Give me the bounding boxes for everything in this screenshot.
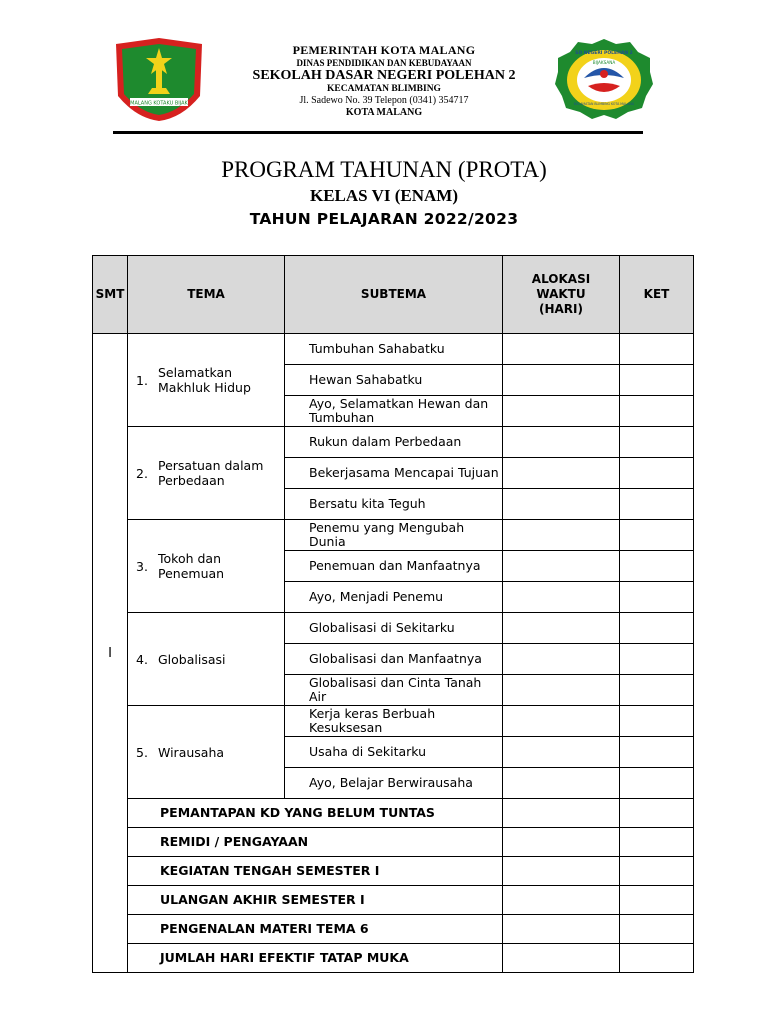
theme-number: 2. xyxy=(136,465,148,481)
alokasi-cell xyxy=(503,915,620,944)
subtheme-cell: Globalisasi di Sekitarku xyxy=(285,613,503,644)
theme-number: 3. xyxy=(136,558,148,574)
ket-cell xyxy=(620,613,694,644)
school-name: SEKOLAH DASAR NEGERI POLEHAN 2 xyxy=(252,68,516,84)
header-alokasi-line: WAKTU xyxy=(536,287,586,301)
summary-row xyxy=(93,857,694,886)
theme-number: 5. xyxy=(136,744,148,760)
alokasi-cell xyxy=(503,857,620,886)
ket-cell xyxy=(620,520,694,551)
kota-malang-logo xyxy=(112,36,206,122)
theme-number: 4. xyxy=(136,651,148,667)
alokasi-cell xyxy=(503,828,620,857)
ket-cell xyxy=(620,915,694,944)
summary-row xyxy=(93,828,694,857)
logo-left-motto: MALANG KOTAKU BIJAK xyxy=(130,100,188,107)
alokasi-cell xyxy=(503,706,620,737)
subtheme-cell: Bekerjasama Mencapai Tujuan xyxy=(285,458,503,489)
ket-cell xyxy=(620,768,694,799)
ket-cell xyxy=(620,828,694,857)
theme-cell xyxy=(128,427,285,520)
theme-name: Globalisasi xyxy=(158,651,226,667)
summary-label: PENGENALAN MATERI TEMA 6 xyxy=(128,915,503,944)
letterhead-line: DINAS PENDIDIKAN DAN KEBUDAYAAN xyxy=(296,57,472,68)
alokasi-cell xyxy=(503,334,620,365)
alokasi-cell xyxy=(503,551,620,582)
ket-cell xyxy=(620,799,694,828)
alokasi-cell xyxy=(503,886,620,915)
theme-number: 1. xyxy=(136,372,148,388)
ket-cell xyxy=(620,857,694,886)
alokasi-cell xyxy=(503,365,620,396)
subtheme-cell: Tumbuhan Sahabatku xyxy=(285,334,503,365)
table-row xyxy=(93,427,694,458)
subtheme-cell: Ayo, Selamatkan Hewan dan Tumbuhan xyxy=(285,396,503,427)
summary-label: JUMLAH HARI EFEKTIF TATAP MUKA xyxy=(128,944,503,973)
letterhead-divider xyxy=(113,131,643,134)
ket-cell xyxy=(620,737,694,768)
header-ket: KET xyxy=(620,256,694,334)
summary-label: ULANGAN AKHIR SEMESTER I xyxy=(128,886,503,915)
header-subtema: SUBTEMA xyxy=(285,256,503,334)
ket-cell xyxy=(620,396,694,427)
letterhead-line: KECAMATAN BLIMBING xyxy=(327,84,441,95)
ket-cell xyxy=(620,489,694,520)
subtheme-cell: Usaha di Sekitarku xyxy=(285,737,503,768)
school-year-subtitle: TAHUN PELAJARAN 2022/2023 xyxy=(249,210,519,228)
ket-cell xyxy=(620,365,694,396)
subtheme-cell: Kerja keras Berbuah Kesuksesan xyxy=(285,706,503,737)
alokasi-cell xyxy=(503,944,620,973)
ket-cell xyxy=(620,427,694,458)
alokasi-cell xyxy=(503,396,620,427)
summary-row xyxy=(93,944,694,973)
ket-cell xyxy=(620,644,694,675)
school-address: Jl. Sadewo No. 39 Telepon (0341) 354717 xyxy=(299,95,469,107)
header-alokasi-line: (HARI) xyxy=(538,302,583,316)
header-alokasi-line: ALOKASI xyxy=(531,272,591,286)
summary-row xyxy=(93,915,694,944)
table-header-row xyxy=(93,256,694,334)
theme-cell xyxy=(128,520,285,613)
theme-cell xyxy=(128,706,285,799)
subtheme-cell: Ayo, Belajar Berwirausaha xyxy=(285,768,503,799)
school-logo xyxy=(554,38,654,120)
ket-cell xyxy=(620,886,694,915)
summary-row xyxy=(93,886,694,915)
letterhead-line: PEMERINTAH KOTA MALANG xyxy=(292,43,476,57)
table-row xyxy=(93,613,694,644)
theme-cell xyxy=(128,613,285,706)
prota-table xyxy=(92,255,694,973)
subtheme-cell: Penemu yang Mengubah Dunia xyxy=(285,520,503,551)
header-smt: SMT xyxy=(93,256,128,334)
subtheme-cell: Globalisasi dan Manfaatnya xyxy=(285,644,503,675)
letterhead-line: KOTA MALANG xyxy=(345,106,423,118)
ket-cell xyxy=(620,334,694,365)
subtheme-cell: Ayo, Menjadi Penemu xyxy=(285,582,503,613)
theme-cell xyxy=(128,334,285,427)
alokasi-cell xyxy=(503,582,620,613)
alokasi-cell xyxy=(503,675,620,706)
class-subtitle: KELAS VI (ENAM) xyxy=(310,186,458,205)
alokasi-cell xyxy=(503,768,620,799)
ket-cell xyxy=(620,551,694,582)
logo-right-center: BIJAKSANA xyxy=(592,60,616,65)
table-row xyxy=(93,706,694,737)
ket-cell xyxy=(620,458,694,489)
subtheme-cell: Bersatu kita Teguh xyxy=(285,489,503,520)
alokasi-cell xyxy=(503,427,620,458)
letterhead xyxy=(200,44,568,118)
logo-right-bottom: KECAMATAN BLIMBING KOTA MALANG xyxy=(573,102,635,106)
summary-label: REMIDI / PENGAYAAN xyxy=(128,828,503,857)
alokasi-cell xyxy=(503,737,620,768)
logo-right-top: SD NEGERI POLEHAN 2 xyxy=(575,51,633,56)
alokasi-cell xyxy=(503,489,620,520)
subtheme-cell: Penemuan dan Manfaatnya xyxy=(285,551,503,582)
table-row xyxy=(93,520,694,551)
semester-cell: I xyxy=(93,334,128,973)
theme-name: Tokoh dan Penemuan xyxy=(158,551,225,581)
alokasi-cell xyxy=(503,458,620,489)
subtheme-cell: Hewan Sahabatku xyxy=(285,365,503,396)
alokasi-cell xyxy=(503,799,620,828)
ket-cell xyxy=(620,944,694,973)
summary-label: PEMANTAPAN KD YANG BELUM TUNTAS xyxy=(128,799,503,828)
header-tema: TEMA xyxy=(128,256,285,334)
theme-name: Wirausaha xyxy=(158,744,225,760)
theme-name: Selamatkan Makhluk Hidup xyxy=(158,365,251,395)
summary-label: KEGIATAN TENGAH SEMESTER I xyxy=(128,857,503,886)
subtheme-cell: Globalisasi dan Cinta Tanah Air xyxy=(285,675,503,706)
ket-cell xyxy=(620,675,694,706)
alokasi-cell xyxy=(503,644,620,675)
ket-cell xyxy=(620,582,694,613)
theme-name: Persatuan dalam Perbedaan xyxy=(158,458,264,488)
table-row xyxy=(93,334,694,365)
header-alokasi xyxy=(503,256,620,334)
summary-row xyxy=(93,799,694,828)
subtheme-cell: Rukun dalam Perbedaan xyxy=(285,427,503,458)
alokasi-cell xyxy=(503,613,620,644)
alokasi-cell xyxy=(503,520,620,551)
document-title: PROGRAM TAHUNAN (PROTA) xyxy=(221,157,547,182)
ket-cell xyxy=(620,706,694,737)
